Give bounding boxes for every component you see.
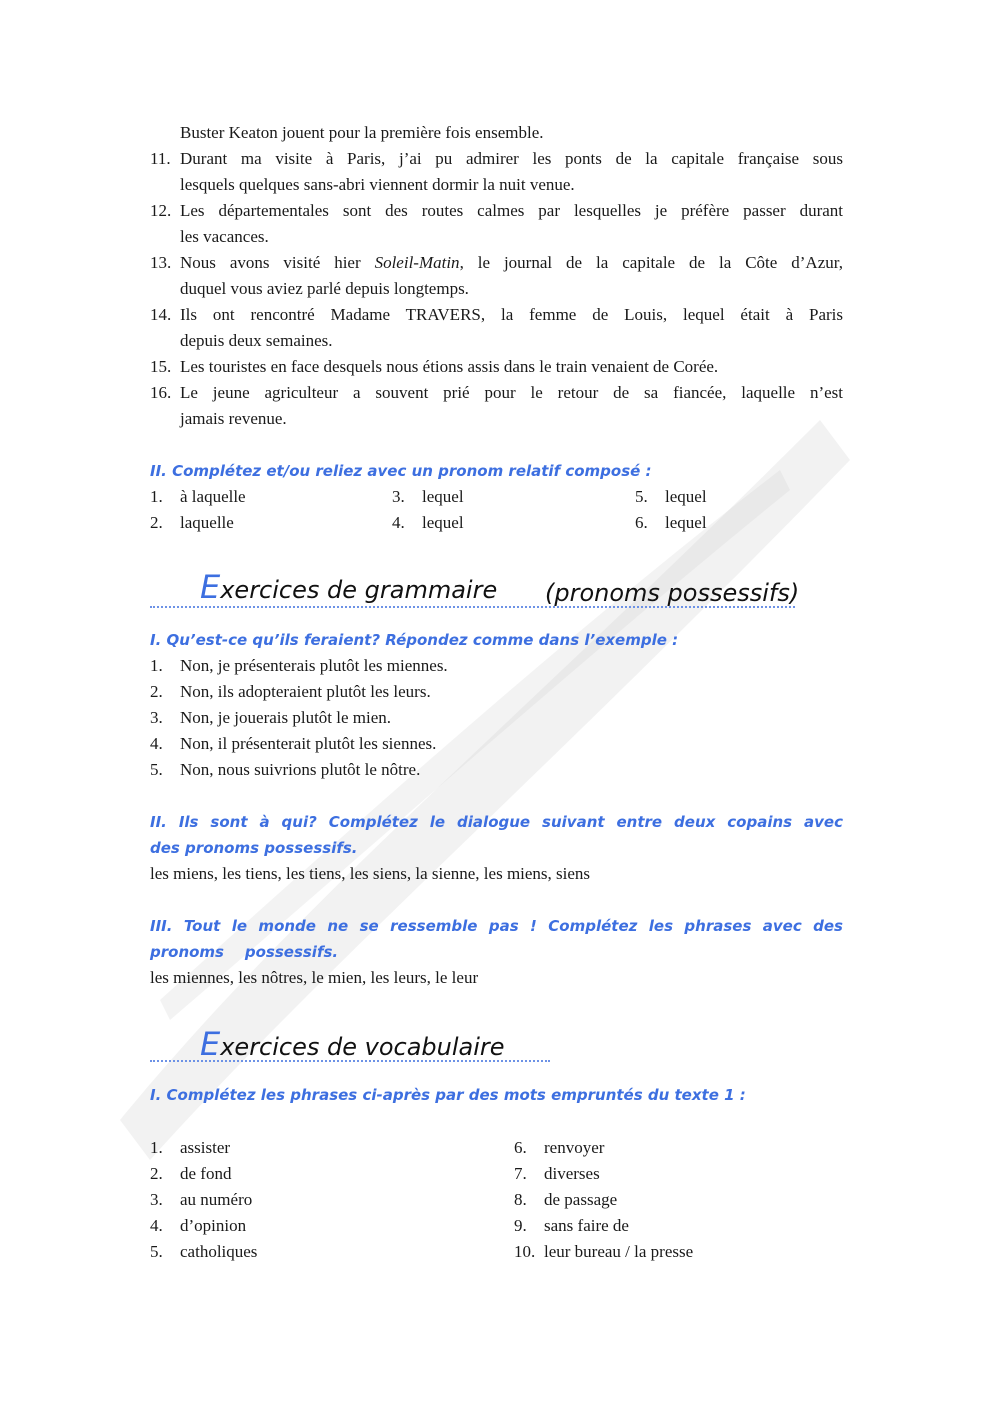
- answer-text: les miennes, les nôtres, le mien, les leurs, le leur: [150, 968, 479, 987]
- section-title-vocabulaire: [200, 1027, 505, 1064]
- answer-text: lequel: [665, 487, 707, 506]
- answer-number: 3.: [392, 487, 405, 506]
- section-subtitle-grammaire: (pronoms possessifs): [545, 579, 800, 607]
- answer-text: de fond: [180, 1164, 232, 1183]
- instruction-heading: I. Complétez les phrases ci-après par des mots empruntés du texte 1 :: [150, 1086, 746, 1104]
- answer-text: catholiques: [180, 1242, 258, 1261]
- title-text: xercices de grammaire: [220, 576, 498, 604]
- answer-text: au numéro: [180, 1190, 253, 1209]
- item-number: 15.: [150, 357, 172, 376]
- answer-number: 6.: [635, 513, 648, 532]
- answer-number: 4.: [150, 1216, 163, 1235]
- answer-text: Non, je présenterais plutôt les miennes.: [180, 656, 448, 675]
- answer-number: 1.: [150, 656, 163, 675]
- item-text: duquel vous aviez parlé depuis longtemps.: [180, 279, 469, 298]
- answer-text: les miens, les tiens, les tiens, les siens, la sienne, les miens, siens: [150, 864, 591, 883]
- item-text: lesquels quelques sans-abri viennent dormir la nuit venue.: [180, 175, 575, 194]
- instruction-heading: II. Complétez et/ou reliez avec un pronom relatif composé :: [150, 462, 652, 480]
- item-text: Les départementales sont des routes calmes par lesquelles je préfère passer durant: [180, 201, 843, 220]
- item-number: 13.: [150, 253, 172, 272]
- answer-text: leur bureau / la presse: [544, 1242, 694, 1261]
- answer-number: 2.: [150, 682, 163, 701]
- answer-text: laquelle: [180, 513, 234, 532]
- instruction-heading: II. Ils sont à qui? Complétez le dialogue suivant entre deux copains avec: [150, 813, 843, 831]
- item-text: [180, 250, 843, 276]
- answer-number: 3.: [150, 1190, 163, 1209]
- answer-number: 3.: [150, 708, 163, 727]
- item-text: jamais revenue.: [180, 409, 287, 428]
- item-text: Ils ont rencontré Madame TRAVERS, la femme de Louis, lequel était à Paris: [180, 305, 843, 324]
- answer-number: 8.: [514, 1190, 527, 1209]
- answer-number: 9.: [514, 1216, 527, 1235]
- instruction-heading: I. Qu’est-ce qu’ils feraient? Répondez comme dans l’exemple :: [150, 631, 679, 649]
- answer-text: lequel: [665, 513, 707, 532]
- answer-text: Non, nous suivrions plutôt le nôtre.: [180, 760, 421, 779]
- answer-text: d’opinion: [180, 1216, 247, 1235]
- answer-number: 1.: [150, 1138, 163, 1157]
- answer-text: assister: [180, 1138, 231, 1157]
- answer-text: de passage: [544, 1190, 618, 1209]
- item-number: 11.: [150, 149, 171, 168]
- item-text: depuis deux semaines.: [180, 331, 333, 350]
- item-text-part: Nous avons visité hier: [180, 253, 375, 272]
- answer-number: 5.: [635, 487, 648, 506]
- answer-text: diverses: [544, 1164, 600, 1183]
- answer-text: lequel: [422, 513, 464, 532]
- answer-number: 4.: [150, 734, 163, 753]
- answer-text: Non, il présenterait plutôt les siennes.: [180, 734, 437, 753]
- answer-text: sans faire de: [544, 1216, 629, 1235]
- section-title-grammaire: [200, 570, 497, 607]
- answer-number: 2.: [150, 1164, 163, 1183]
- answer-number: 5.: [150, 1242, 163, 1261]
- answer-number: 5.: [150, 760, 163, 779]
- answer-number: 2.: [150, 513, 163, 532]
- answer-text: à laquelle: [180, 487, 246, 506]
- answer-number: 6.: [514, 1138, 527, 1157]
- instruction-heading-cont: pronoms possessifs.: [150, 943, 339, 961]
- item-text-part: , le journal de la capitale de la Côte d’Azur,: [459, 253, 843, 272]
- item-number: 16.: [150, 383, 172, 402]
- section-divider: [150, 1060, 550, 1062]
- answer-number: 7.: [514, 1164, 527, 1183]
- journal-title: Soleil-Matin: [374, 253, 460, 272]
- answer-text: Non, je jouerais plutôt le mien.: [180, 708, 392, 727]
- answer-text: Non, ils adopteraient plutôt les leurs.: [180, 682, 431, 701]
- title-text: xercices de vocabulaire: [220, 1033, 505, 1061]
- section-divider: [150, 606, 795, 608]
- answer-number: 1.: [150, 487, 163, 506]
- item-number: 14.: [150, 305, 172, 324]
- title-initial: E: [200, 568, 221, 606]
- instruction-heading-cont: des pronoms possessifs.: [150, 839, 358, 857]
- answer-number: 10.: [514, 1242, 536, 1261]
- instruction-heading: III. Tout le monde ne se ressemble pas ! Complétez les phrases avec des: [150, 917, 843, 935]
- item-text: Les touristes en face desquels nous étions assis dans le train venaient de Corée.: [180, 357, 719, 376]
- item-number: 12.: [150, 201, 172, 220]
- answer-number: 4.: [392, 513, 405, 532]
- answer-text: renvoyer: [544, 1138, 605, 1157]
- item-text: Le jeune agriculteur a souvent prié pour le retour de sa fiancée, laquelle n’est: [180, 383, 843, 402]
- answer-text: lequel: [422, 487, 464, 506]
- item-text: Durant ma visite à Paris, j’ai pu admirer les ponts de la capitale française sous: [180, 149, 843, 168]
- title-initial: E: [200, 1025, 221, 1063]
- item-text: les vacances.: [180, 227, 269, 246]
- continuation-line: Buster Keaton jouent pour la première fois ensemble.: [180, 123, 544, 142]
